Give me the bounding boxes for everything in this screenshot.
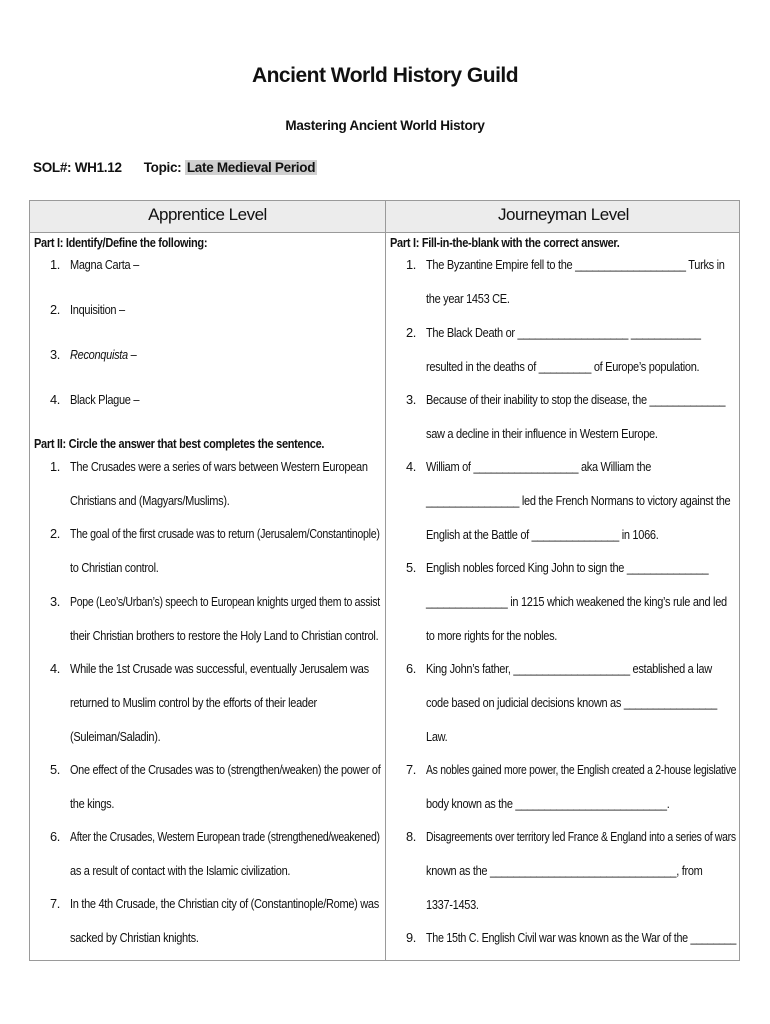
column-divider	[385, 201, 386, 960]
item-text: Magna Carta –	[70, 257, 139, 272]
item-text: Pope (Leo’s/Urban’s) speech to European knights urged them to assist	[70, 594, 380, 609]
item-number: 4.	[50, 392, 60, 407]
item-text: to more rights for the nobles.	[426, 628, 558, 643]
item-text: The 15th C. English Civil war was known as the War of the ________	[426, 930, 737, 945]
item-text: Disagreements over territory led France & England into a series of wars	[426, 829, 736, 844]
item-number: 5.	[406, 560, 416, 575]
item-number: 2.	[50, 302, 60, 317]
item-number: 1.	[406, 257, 416, 272]
item-text: Inquisition –	[70, 302, 125, 317]
item-text: English at the Battle of _______________ in 1066.	[426, 527, 659, 542]
item-text: As nobles gained more power, the English created a 2-house legislative	[426, 762, 737, 777]
item-text: body known as the __________________________.	[426, 796, 670, 811]
item-number: 6.	[50, 829, 60, 844]
item-text: as a result of contact with the Islamic civilization.	[70, 863, 291, 878]
item-text: Reconquista –	[70, 347, 137, 362]
item-number: 7.	[406, 762, 416, 777]
apprentice-level-heading: Apprentice Level	[148, 205, 267, 224]
item-text: (Suleiman/Saladin).	[70, 729, 161, 744]
item-text: known as the ________________________________, from	[426, 863, 703, 878]
item-number: 3.	[50, 347, 60, 362]
item-text: The Crusades were a series of wars between Western European	[70, 459, 368, 474]
item-text: Christians and (Magyars/Muslims).	[70, 493, 230, 508]
item-text: their Christian brothers to restore the Holy Land to Christian control.	[70, 628, 379, 643]
item-text: The Byzantine Empire fell to the ___________________ Turks in	[426, 257, 725, 272]
item-text: to Christian control.	[70, 560, 159, 575]
sol-label: SOL#: WH1.12	[33, 160, 122, 175]
item-number: 4.	[406, 459, 416, 474]
item-number: 2.	[50, 526, 60, 541]
part1-heading: Part I: Fill-in-the-blank with the correct answer.	[390, 235, 620, 250]
topic-value: Late Medieval Period	[186, 160, 316, 175]
item-number: 9.	[406, 930, 416, 945]
item-number: 1.	[50, 257, 60, 272]
item-text: The Black Death or ___________________ ____________	[426, 325, 701, 340]
item-number: 1.	[50, 459, 60, 474]
item-text: While the 1st Crusade was successful, eventually Jerusalem was	[70, 661, 369, 676]
item-number: 2.	[406, 325, 416, 340]
document-title: Ancient World History Guild	[251, 64, 519, 87]
item-text: sacked by Christian knights.	[70, 930, 199, 945]
item-number: 3.	[406, 392, 416, 407]
item-text: After the Crusades, Western European trade (strengthened/weakened)	[70, 829, 380, 844]
item-text: ________________ led the French Normans to victory against the	[426, 493, 731, 508]
item-number: 3.	[50, 594, 60, 609]
item-text: Because of their inability to stop the disease, the _____________	[426, 392, 726, 407]
item-text: Law.	[426, 729, 448, 744]
item-number: 8.	[406, 829, 416, 844]
item-text: the kings.	[70, 796, 115, 811]
worksheet-table	[29, 200, 740, 961]
item-text: returned to Muslim control by the efforts of their leader	[70, 695, 317, 710]
sol-topic-line	[33, 160, 317, 175]
item-text: One effect of the Crusades was to (strengthen/weaken) the power of	[70, 762, 381, 777]
part2-heading: Part II: Circle the answer that best completes the sentence.	[34, 436, 325, 451]
journeyman-level-heading: Journeyman Level	[498, 205, 629, 224]
item-text: 1337-1453.	[426, 897, 479, 912]
item-text: William of __________________ aka William the	[426, 459, 652, 474]
item-number: 5.	[50, 762, 60, 777]
item-text: English nobles forced King John to sign the ______________	[426, 560, 709, 575]
item-number: 7.	[50, 896, 60, 911]
part1-heading: Part I: Identify/Define the following:	[34, 235, 208, 250]
item-text: ______________ in 1215 which weakened the king’s rule and led	[426, 594, 727, 609]
item-text: The goal of the first crusade was to return (Jerusalem/Constantinople)	[70, 526, 380, 541]
item-text: code based on judicial decisions known as ________________	[426, 695, 717, 710]
item-text: resulted in the deaths of _________ of Europe’s population.	[426, 359, 700, 374]
item-text: the year 1453 CE.	[426, 291, 510, 306]
item-number: 4.	[50, 661, 60, 676]
item-number: 6.	[406, 661, 416, 676]
item-text: King John’s father, ____________________ established a law	[426, 661, 712, 676]
topic-label: Topic:	[143, 160, 182, 175]
item-text: Black Plague –	[70, 392, 140, 407]
document-subtitle: Mastering Ancient World History	[285, 118, 485, 133]
item-text: In the 4th Crusade, the Christian city of (Constantinople/Rome) was	[70, 896, 379, 911]
item-text: saw a decline in their influence in Western Europe.	[426, 426, 658, 441]
